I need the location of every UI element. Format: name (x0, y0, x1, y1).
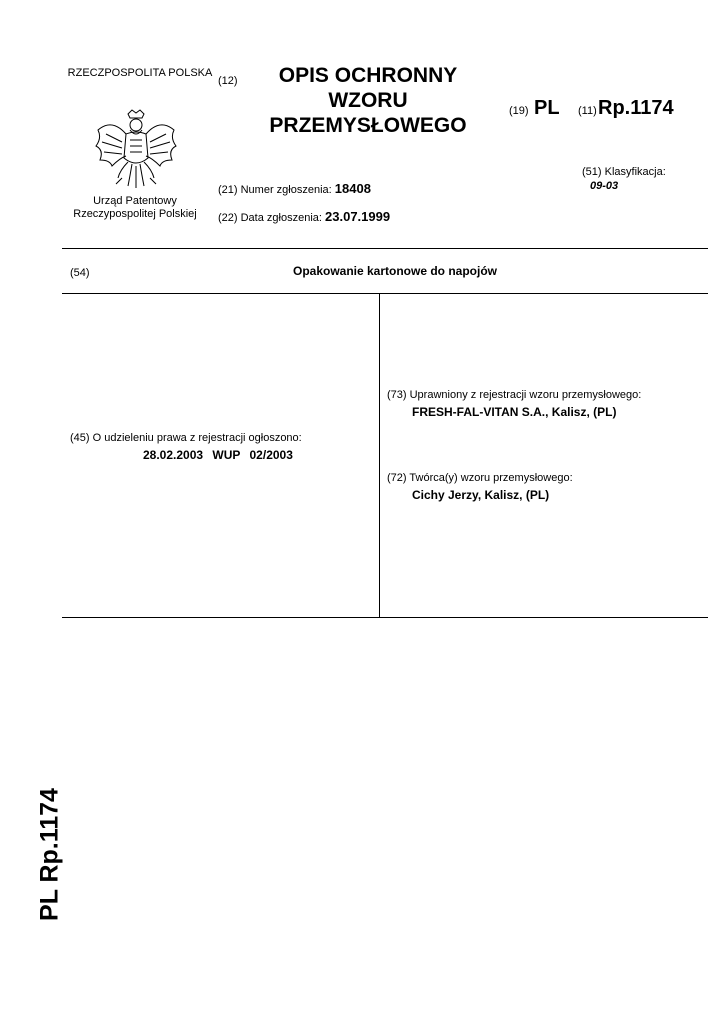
application-number-value: 18408 (334, 181, 371, 196)
divider-bottom (62, 617, 708, 618)
divider-top (62, 248, 708, 249)
document-title: OPIS OCHRONNY WZORU PRZEMYSŁOWEGO (269, 64, 467, 137)
country-code: PL (534, 97, 560, 119)
patent-office-name: Urząd Patentowy Rzeczypospolitej Polskiej (73, 195, 197, 220)
inid-code-12: (12) (218, 75, 238, 87)
application-date-row (218, 210, 390, 225)
registration-number: Rp.1174 (598, 97, 674, 119)
inid-code-54: (54) (70, 267, 90, 279)
application-number-label: (21) Numer zgłoszenia: (218, 184, 332, 196)
inid-code-19: (19) (509, 105, 529, 117)
design-title: Opakowanie kartonowe do napojów (292, 264, 498, 278)
application-number-row (218, 182, 371, 197)
creator-value: Cichy Jerzy, Kalisz, (PL) (412, 488, 550, 502)
holder-value: FRESH-FAL-VITAN S.A., Kalisz, (PL) (412, 405, 617, 419)
application-date-value: 23.07.1999 (325, 209, 391, 224)
application-date-label: (22) Data zgłoszenia: (218, 212, 322, 224)
creator-label: (72) Twórca(y) wzoru przemysłowego: (387, 472, 573, 484)
divider-vertical (379, 294, 380, 617)
polish-eagle-emblem-icon (92, 108, 180, 192)
country-name: RZECZPOSPOLITA POLSKA (67, 67, 213, 79)
grant-label: (45) O udzieleniu prawa z rejestracji ogłoszono: (70, 432, 302, 444)
classification-label: (51) Klasyfikacja: (582, 166, 666, 178)
grant-value: 28.02.2003 WUP 02/2003 (143, 448, 293, 462)
holder-label: (73) Uprawniony z rejestracji wzoru przemysłowego: (387, 389, 642, 401)
classification-value: 09-03 (590, 180, 619, 192)
side-registration-label: PL Rp.1174 (35, 788, 64, 921)
divider-middle (62, 293, 708, 294)
inid-code-11: (11) (578, 105, 597, 117)
